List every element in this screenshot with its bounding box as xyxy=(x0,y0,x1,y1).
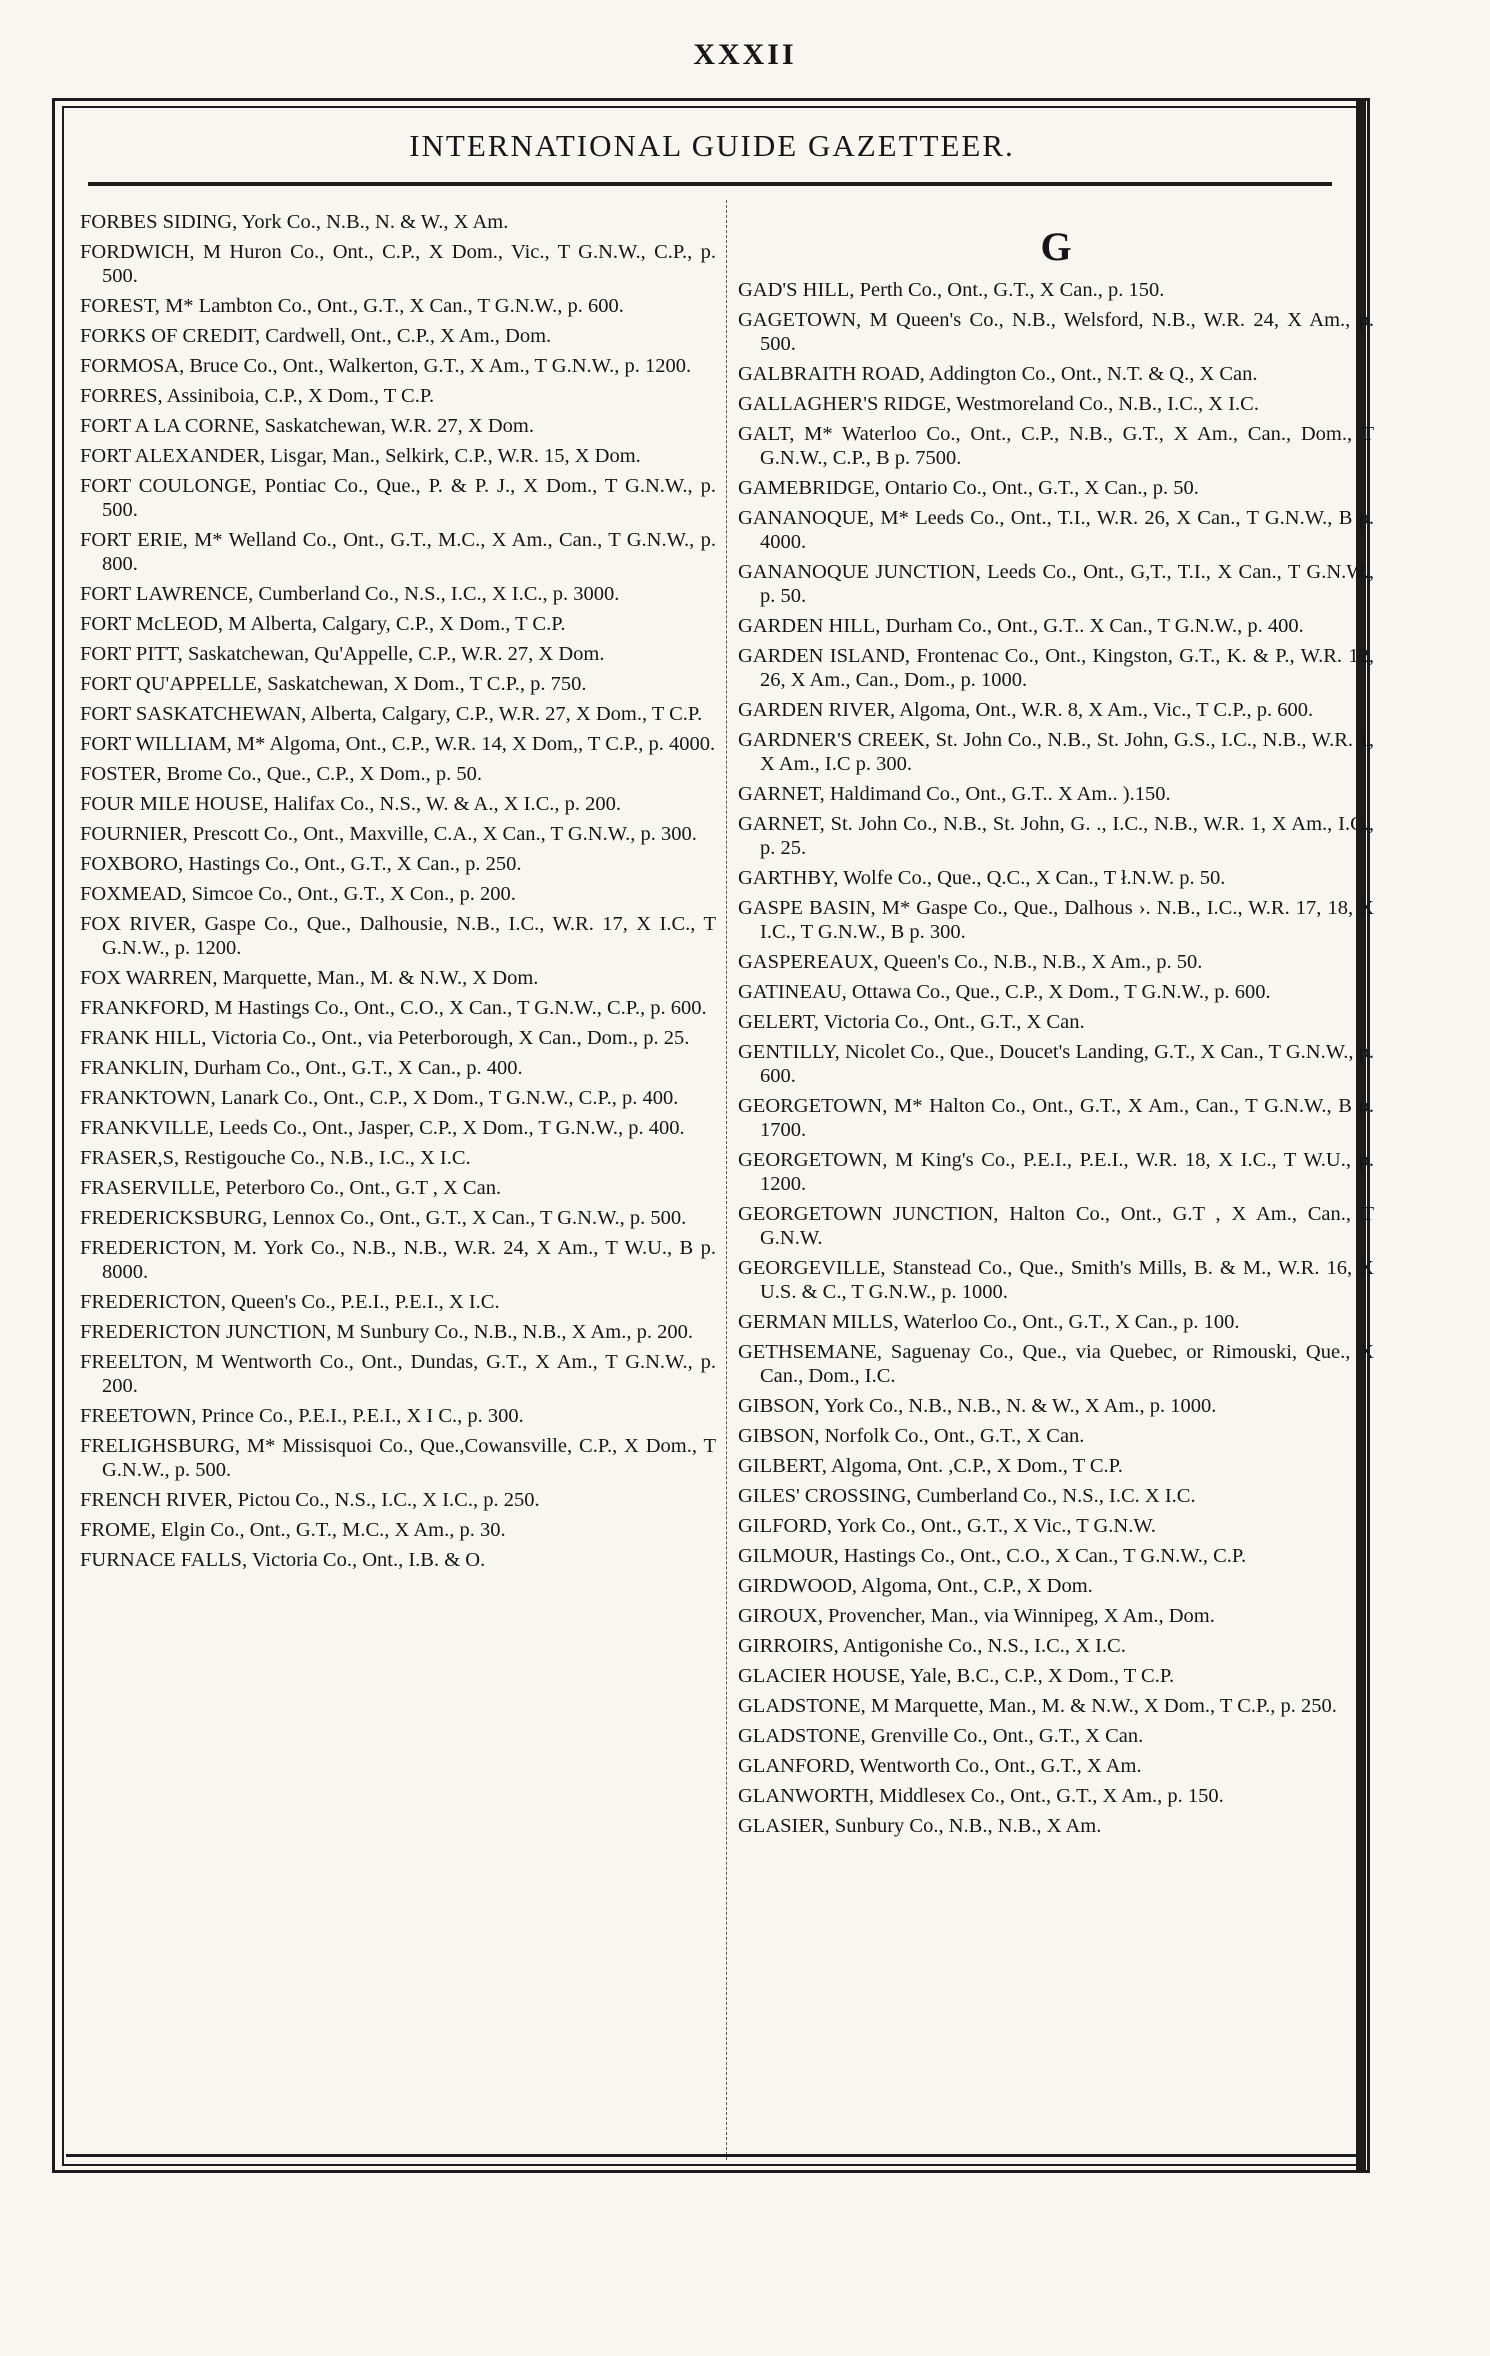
entry-details: Algoma, Ont., W.R. 8, X Am., Vic., T C.P., p. 600. xyxy=(895,699,1314,721)
gazetteer-entry xyxy=(738,1724,1374,1748)
gazetteer-entry xyxy=(738,1694,1374,1718)
entry-details: Marquette, Man., M. & N.W., X Dom. xyxy=(217,967,539,989)
entry-details: M Hastings Co., Ont., C.O., X Can., T G.N.W., C.P., p. 600. xyxy=(209,997,707,1019)
entry-place-name: GALT, xyxy=(738,423,795,445)
entry-place-name: GLANWORTH, xyxy=(738,1785,874,1807)
gazetteer-entry xyxy=(738,980,1374,1004)
entry-place-name: GIRDWOOD, xyxy=(738,1575,857,1597)
entry-place-name: FROME, xyxy=(80,1519,156,1541)
gazetteer-entry xyxy=(738,866,1374,890)
gazetteer-entry xyxy=(738,1394,1374,1418)
entry-place-name: FREDERICTON, xyxy=(80,1291,226,1313)
gazetteer-entry xyxy=(80,1146,716,1170)
entry-details: Pictou Co., N.S., I.C., X I.C., p. 250. xyxy=(232,1489,540,1511)
entry-details: Hastings Co., Ont., C.O., X Can., T G.N.W., C.P. xyxy=(838,1545,1247,1567)
gazetteer-entry xyxy=(80,324,716,348)
gazetteer-entry xyxy=(738,1634,1374,1658)
entry-details: Restigouche Co., N.B., I.C., X I.C. xyxy=(179,1147,471,1169)
entry-place-name: FOXBORO, xyxy=(80,853,184,875)
entry-place-name: GLANFORD, xyxy=(738,1755,855,1777)
gazetteer-entry xyxy=(80,528,716,576)
entry-details: M* Waterloo Co., Ont., C.P., N.B., G.T., X Am., Can., Dom., T G.N.W., C.P., B p. 7500. xyxy=(760,423,1374,469)
gazetteer-entry xyxy=(80,1290,716,1314)
footer-rule xyxy=(66,2154,1362,2157)
entry-place-name: GARDEN RIVER, xyxy=(738,699,896,721)
entry-details: Elgin Co., Ont., G.T., M.C., X Am., p. 30. xyxy=(155,1519,506,1541)
entry-details: Brome Co., Que., C.P., X Dom., p. 50. xyxy=(161,763,483,785)
entry-place-name: FREDERICTON JUNCTION, xyxy=(80,1321,332,1343)
entry-place-name: FRANKFORD, xyxy=(80,997,210,1019)
entry-details: Victoria Co., Ont., via Peterborough, X Can., Dom., p. 25. xyxy=(206,1027,690,1049)
entry-place-name: FORT LAWRENCE, xyxy=(80,583,254,605)
entry-place-name: GATINEAU, xyxy=(738,981,847,1003)
entry-place-name: GALBRAITH ROAD, xyxy=(738,363,925,385)
entry-place-name: GELERT, xyxy=(738,1011,819,1033)
entry-place-name: FOXMEAD, xyxy=(80,883,187,905)
entry-details: York Co., N.B., N.B., N. & W., X Am., p. 1000. xyxy=(819,1395,1217,1417)
entry-details: M* Welland Co., Ont., G.T., M.C., X Am., Can., T G.N.W., p. 800. xyxy=(102,529,716,575)
entry-place-name: FRANKVILLE, xyxy=(80,1117,214,1139)
gazetteer-entry xyxy=(80,1488,716,1512)
entry-place-name: GAMEBRIDGE, xyxy=(738,477,880,499)
entry-details: Lennox Co., Ont., G.T., X Can., T G.N.W., p. 500. xyxy=(267,1207,687,1229)
entry-details: M Huron Co., Ont., C.P., X Dom., Vic., T G.N.W., C.P., p. 500. xyxy=(102,241,716,287)
entry-details: Lanark Co., Ont., C.P., X Dom., T G.N.W., C.P., p. 400. xyxy=(215,1087,679,1109)
entry-place-name: GALLAGHER'S RIDGE, xyxy=(738,393,952,415)
entry-place-name: GILMOUR, xyxy=(738,1545,839,1567)
gazetteer-entry xyxy=(80,1350,716,1398)
entry-place-name: FORT ERIE, xyxy=(80,529,188,551)
entry-details: Victoria Co., Ont., G.T., X Can. xyxy=(818,1011,1085,1033)
gazetteer-entry xyxy=(80,294,716,318)
gazetteer-entry xyxy=(738,1514,1374,1538)
entry-place-name: FORT QU'APPELLE, xyxy=(80,673,263,695)
entry-details: Algoma, Ont. ,C.P., X Dom., T C.P. xyxy=(826,1455,1123,1477)
entry-place-name: GEORGETOWN JUNCTION, xyxy=(738,1203,999,1225)
entry-details: Westmoreland Co., N.B., I.C., X I.C. xyxy=(951,393,1259,415)
entry-details: Victoria Co., Ont., I.B. & O. xyxy=(247,1549,486,1571)
entry-place-name: FORBES SIDING, xyxy=(80,211,238,233)
gazetteer-entry xyxy=(80,240,716,288)
gazetteer-entry xyxy=(738,1202,1374,1250)
gazetteer-entry xyxy=(80,414,716,438)
entry-place-name: FORT WILLIAM, xyxy=(80,733,232,755)
gazetteer-entry xyxy=(738,1148,1374,1196)
entry-place-name: GAGETOWN, xyxy=(738,309,862,331)
gazetteer-entry xyxy=(738,1010,1374,1034)
entry-details: Ontario Co., Ont., G.T., X Can., p. 50. xyxy=(879,477,1199,499)
entry-place-name: GEORGEVILLE, xyxy=(738,1257,886,1279)
entry-details: Alberta, Calgary, C.P., W.R. 27, X Dom., T C.P. xyxy=(306,703,703,725)
entry-details: Simcoe Co., Ont., G.T., X Con., p. 200. xyxy=(186,883,516,905)
running-head: INTERNATIONAL GUIDE GAZETTEER. xyxy=(409,128,1015,163)
gazetteer-entry xyxy=(738,1544,1374,1568)
entry-place-name: FOSTER, xyxy=(80,763,162,785)
entry-place-name: GENTILLY, xyxy=(738,1041,840,1063)
entry-details: Queen's Co., P.E.I., P.E.I., X I.C. xyxy=(225,1291,500,1313)
entry-details: Durham Co., Ont., G.T., X Can., p. 400. xyxy=(188,1057,523,1079)
entry-details: Saskatchewan, Qu'Appelle, C.P., W.R. 27, X Dom. xyxy=(182,643,605,665)
gazetteer-entry xyxy=(80,702,716,726)
entry-place-name: FRANKLIN, xyxy=(80,1057,189,1079)
gazetteer-entry xyxy=(80,1116,716,1140)
header-rule xyxy=(88,182,1332,186)
entry-details: Leeds Co., Ont., Jasper, C.P., X Dom., T G.N.W., p. 400. xyxy=(213,1117,685,1139)
entry-place-name: FORT ALEXANDER, xyxy=(80,445,266,467)
gazetteer-entry xyxy=(80,612,716,636)
entry-place-name: FORT PITT, xyxy=(80,643,183,665)
entry-details: Frontenac Co., Ont., Kingston, G.T., K. & P., W.R. 12, 26, X Am., Can., Dom., p. 1000. xyxy=(760,645,1374,691)
entry-details: M Queen's Co., N.B., Welsford, N.B., W.R. 24, X Am., p. 500. xyxy=(760,309,1374,355)
entry-details: Algoma, Ont., C.P., X Dom. xyxy=(857,1575,1093,1597)
gazetteer-entry xyxy=(738,392,1374,416)
gazetteer-entry xyxy=(80,966,716,990)
gazetteer-entry xyxy=(738,278,1374,302)
entry-details: Leeds Co., Ont., G,T., T.I., X Can., T G.N.W., p. 50. xyxy=(760,561,1374,607)
entry-place-name: FREDERICTON, xyxy=(80,1237,226,1259)
entry-place-name: GEORGETOWN, xyxy=(738,1149,888,1171)
entry-place-name: FOREST, xyxy=(80,295,160,317)
left-column xyxy=(80,210,716,1578)
entry-details: Antigonishe Co., N.S., I.C., X I.C. xyxy=(838,1635,1126,1657)
entry-details: Assiniboia, C.P., X Dom., T C.P. xyxy=(162,385,435,407)
entry-place-name: FURNACE FALLS, xyxy=(80,1549,248,1571)
entry-details: Sunbury Co., N.B., N.B., X Am. xyxy=(829,1815,1102,1837)
gazetteer-entry xyxy=(738,308,1374,356)
entry-details: Yale, B.C., C.P., X Dom., T C.P. xyxy=(905,1665,1175,1687)
entry-details: Nicolet Co., Que., Doucet's Landing, G.T., X Can., T G.N.W., p. 600. xyxy=(760,1041,1374,1087)
entry-place-name: FRENCH RIVER, xyxy=(80,1489,233,1511)
entry-place-name: FORT SASKATCHEWAN, xyxy=(80,703,307,725)
entry-place-name: FRANKTOWN, xyxy=(80,1087,216,1109)
gazetteer-entry xyxy=(738,1454,1374,1478)
gazetteer-entry xyxy=(738,1094,1374,1142)
entry-details: Saskatchewan, X Dom., T C.P., p. 750. xyxy=(262,673,587,695)
gazetteer-entry xyxy=(80,210,716,234)
entry-details: Queen's Co., N.B., N.B., X Am., p. 50. xyxy=(878,951,1203,973)
entry-details: Middlesex Co., Ont., G.T., X Am., p. 150. xyxy=(873,1785,1224,1807)
entry-details: M* Halton Co., Ont., G.T., X Am., Can., T G.N.W., B p. 1700. xyxy=(760,1095,1374,1141)
column-divider xyxy=(726,200,727,2160)
entry-place-name: GIBSON, xyxy=(738,1395,820,1417)
gazetteer-entry xyxy=(80,732,716,756)
gazetteer-entry xyxy=(738,614,1374,638)
entry-details: Gaspe Co., Que., Dalhousie, N.B., I.C., W.R. 17, X I.C., T G.N.W., p. 1200. xyxy=(102,913,716,959)
page-number: XXXII xyxy=(693,38,797,71)
section-letter: G xyxy=(1040,224,1072,269)
entry-details: Pontiac Co., Que., P. & P. J., X Dom., T G.N.W., p. 500. xyxy=(102,475,716,521)
entry-details: Prescott Co., Ont., Maxville, C.A., X Can., T G.N.W., p. 300. xyxy=(187,823,697,845)
entry-place-name: FOURNIER, xyxy=(80,823,188,845)
gazetteer-entry xyxy=(80,354,716,378)
gazetteer-entry xyxy=(738,1784,1374,1808)
gazetteer-entry xyxy=(80,912,716,960)
entry-details: M* Gaspe Co., Que., Dalhous ›. N.B., I.C., W.R. 17, 18, X I.C., T G.N.W., B p. 300. xyxy=(760,897,1374,943)
entry-place-name: GARTHBY, xyxy=(738,867,839,889)
gazetteer-entry xyxy=(738,698,1374,722)
entry-place-name: GASPEREAUX, xyxy=(738,951,879,973)
right-column-entries xyxy=(738,278,1374,1838)
entry-details: Wolfe Co., Que., Q.C., X Can., T ł.N.W. p. 50. xyxy=(838,867,1226,889)
entry-place-name: GILFORD, xyxy=(738,1515,832,1537)
entry-place-name: GIRROIRS, xyxy=(738,1635,839,1657)
entry-details: Norfolk Co., Ont., G.T., X Can. xyxy=(819,1425,1085,1447)
entry-details: M* Missisquoi Co., Que.,Cowansville, C.P., X Dom., T G.N.W., p. 500. xyxy=(102,1435,716,1481)
entry-details: Haldimand Co., Ont., G.T.. X Am.. ).150. xyxy=(824,783,1171,805)
entry-details: Prince Co., P.E.I., P.E.I., X I C., p. 300. xyxy=(196,1405,524,1427)
entry-details: Provencher, Man., via Winnipeg, X Am., Dom. xyxy=(822,1605,1215,1627)
entry-details: Cardwell, Ont., C.P., X Am., Dom. xyxy=(260,325,552,347)
entry-details: Peterboro Co., Ont., G.T , X Can. xyxy=(220,1177,502,1199)
entry-details: Cumberland Co., N.S., I.C. X I.C. xyxy=(911,1485,1196,1507)
entry-place-name: FOX RIVER, xyxy=(80,913,197,935)
entry-place-name: GLASIER, xyxy=(738,1815,830,1837)
entry-details: Bruce Co., Ont., Walkerton, G.T., X Am., T G.N.W., p. 1200. xyxy=(184,355,692,377)
gazetteer-entry xyxy=(738,1484,1374,1508)
entry-place-name: FORDWICH, xyxy=(80,241,195,263)
entry-place-name: FORRES, xyxy=(80,385,163,407)
entry-details: Saskatchewan, W.R. 27, X Dom. xyxy=(259,415,534,437)
gazetteer-entry xyxy=(738,728,1374,776)
entry-place-name: GARDEN HILL, xyxy=(738,615,881,637)
entry-details: Hastings Co., Ont., G.T., X Can., p. 250. xyxy=(183,853,522,875)
entry-place-name: FORT COULONGE, xyxy=(80,475,257,497)
entry-details: Wentworth Co., Ont., G.T., X Am. xyxy=(854,1755,1142,1777)
entry-details: M Alberta, Calgary, C.P., X Dom., T C.P. xyxy=(223,613,566,635)
gazetteer-entry xyxy=(738,1604,1374,1628)
right-column xyxy=(738,216,1374,1844)
entry-details: Perth Co., Ont., G.T., X Can., p. 150. xyxy=(854,279,1165,301)
gazetteer-entry xyxy=(80,474,716,522)
entry-place-name: GIROUX, xyxy=(738,1605,823,1627)
gazetteer-entry xyxy=(738,1424,1374,1448)
entry-details: M. York Co., N.B., N.B., W.R. 24, X Am., T W.U., B p. 8000. xyxy=(102,1237,716,1283)
entry-details: Stanstead Co., Que., Smith's Mills, B. & M., W.R. 16, X U.S. & C., T G.N.W., p. 1000. xyxy=(760,1257,1374,1303)
entry-place-name: GERMAN MILLS, xyxy=(738,1311,899,1333)
entry-place-name: GLACIER HOUSE, xyxy=(738,1665,906,1687)
gazetteer-entry xyxy=(738,896,1374,944)
entry-details: Lisgar, Man., Selkirk, C.P., W.R. 15, X Dom. xyxy=(265,445,641,467)
entry-details: M Marquette, Man., M. & N.W., X Dom., T C.P., p. 250. xyxy=(865,1695,1337,1717)
gazetteer-entry xyxy=(80,642,716,666)
gazetteer-entry xyxy=(738,950,1374,974)
entry-place-name: FORMOSA, xyxy=(80,355,185,377)
entry-place-name: FRASERVILLE, xyxy=(80,1177,221,1199)
entry-details: M Wentworth Co., Ont., Dundas, G.T., X Am., T G.N.W., p. 200. xyxy=(102,1351,716,1397)
gazetteer-entry xyxy=(80,1320,716,1344)
entry-details: Addington Co., Ont., N.T. & Q., X Can. xyxy=(924,363,1258,385)
entry-place-name: GARNET, xyxy=(738,813,825,835)
gazetteer-entry xyxy=(80,882,716,906)
gazetteer-entry xyxy=(80,1176,716,1200)
entry-place-name: FREELTON, xyxy=(80,1351,188,1373)
gazetteer-entry xyxy=(738,1256,1374,1304)
gazetteer-entry xyxy=(80,1086,716,1110)
gazetteer-entry xyxy=(80,1236,716,1284)
entry-details: Waterloo Co., Ont., G.T., X Can., p. 100. xyxy=(898,1311,1240,1333)
gazetteer-entry xyxy=(80,444,716,468)
gazetteer-entry xyxy=(738,1754,1374,1778)
entry-place-name: FRELIGHSBURG, xyxy=(80,1435,241,1457)
entry-place-name: GEORGETOWN, xyxy=(738,1095,888,1117)
entry-details: Grenville Co., Ont., G.T., X Can. xyxy=(865,1725,1144,1747)
gazetteer-entry xyxy=(738,1310,1374,1334)
entry-place-name: GLADSTONE, xyxy=(738,1695,866,1717)
gazetteer-entry xyxy=(80,1206,716,1230)
entry-place-name: GANANOQUE, xyxy=(738,507,875,529)
gazetteer-entry xyxy=(80,582,716,606)
gazetteer-entry xyxy=(80,1026,716,1050)
gazetteer-entry xyxy=(738,422,1374,470)
gazetteer-entry xyxy=(80,852,716,876)
gazetteer-entry xyxy=(738,1574,1374,1598)
gazetteer-entry xyxy=(80,1548,716,1572)
entry-place-name: FORT A LA CORNE, xyxy=(80,415,260,437)
gazetteer-entry xyxy=(738,812,1374,860)
entry-details: St. John Co., N.B., St. John, G.S., I.C., N.B., W.R. 1, X Am., I.C p. 300. xyxy=(760,729,1374,775)
gazetteer-entry xyxy=(738,782,1374,806)
entry-details: Halifax Co., N.S., W. & A., X I.C., p. 200. xyxy=(268,793,621,815)
entry-place-name: GAD'S HILL, xyxy=(738,279,855,301)
gazetteer-entry xyxy=(80,792,716,816)
entry-details: M King's Co., P.E.I., P.E.I., W.R. 18, X I.C., T W.U., p. 1200. xyxy=(760,1149,1374,1195)
entry-place-name: FREETOWN, xyxy=(80,1405,197,1427)
entry-place-name: GARDEN ISLAND, xyxy=(738,645,911,667)
entry-details: Saguenay Co., Que., via Quebec, or Rimouski, Que., X Can., Dom., I.C. xyxy=(760,1341,1374,1387)
gazetteer-entry xyxy=(80,1434,716,1482)
gazetteer-entry xyxy=(738,362,1374,386)
entry-details: Durham Co., Ont., G.T.. X Can., T G.N.W., p. 400. xyxy=(880,615,1304,637)
gazetteer-entry xyxy=(80,822,716,846)
entry-place-name: FRASER,S, xyxy=(80,1147,180,1169)
gazetteer-entry xyxy=(80,384,716,408)
entry-details: York Co., N.B., N. & W., X Am. xyxy=(237,211,509,233)
entry-details: York Co., Ont., G.T., X Vic., T G.N.W. xyxy=(831,1515,1156,1537)
entry-place-name: FOX WARREN, xyxy=(80,967,218,989)
entry-place-name: GASPE BASIN, xyxy=(738,897,876,919)
entry-place-name: FORKS OF CREDIT, xyxy=(80,325,261,347)
gazetteer-entry xyxy=(80,672,716,696)
entry-place-name: GETHSEMANE, xyxy=(738,1341,883,1363)
gazetteer-entry xyxy=(738,644,1374,692)
entry-place-name: GARNET, xyxy=(738,783,825,805)
entry-details: M* Algoma, Ont., C.P., W.R. 14, X Dom,, T C.P., p. 4000. xyxy=(231,733,716,755)
entry-details: Cumberland Co., N.S., I.C., X I.C., p. 3000. xyxy=(253,583,620,605)
entry-details: Halton Co., Ont., G.T , X Am., Can., T G.N.W. xyxy=(760,1203,1374,1249)
gazetteer-entry xyxy=(738,506,1374,554)
gazetteer-entry xyxy=(80,1518,716,1542)
gazetteer-entry xyxy=(738,476,1374,500)
entry-place-name: GIBSON, xyxy=(738,1425,820,1447)
entry-place-name: GLADSTONE, xyxy=(738,1725,866,1747)
gazetteer-entry xyxy=(80,1404,716,1428)
entry-place-name: FREDERICKSBURG, xyxy=(80,1207,268,1229)
gazetteer-entry xyxy=(80,996,716,1020)
entry-details: St. John Co., N.B., St. John, G. ., I.C., N.B., W.R. 1, X Am., I.C., p. 25. xyxy=(760,813,1374,859)
gazetteer-entry xyxy=(80,1056,716,1080)
gazetteer-entry xyxy=(738,1340,1374,1388)
entry-place-name: GARDNER'S CREEK, xyxy=(738,729,931,751)
entry-details: M* Lambton Co., Ont., G.T., X Can., T G.N.W., p. 600. xyxy=(159,295,624,317)
entry-details: Ottawa Co., Que., C.P., X Dom., T G.N.W., p. 600. xyxy=(846,981,1271,1003)
entry-details: M* Leeds Co., Ont., T.I., W.R. 26, X Can., T G.N.W., B p. 4000. xyxy=(760,507,1374,553)
entry-place-name: FORT McLEOD, xyxy=(80,613,224,635)
entry-place-name: GILES' CROSSING, xyxy=(738,1485,912,1507)
entry-place-name: FRANK HILL, xyxy=(80,1027,207,1049)
entry-place-name: GANANOQUE JUNCTION, xyxy=(738,561,981,583)
entry-details: M Sunbury Co., N.B., N.B., X Am., p. 200. xyxy=(331,1321,693,1343)
gazetteer-entry xyxy=(738,1040,1374,1088)
entry-place-name: FOUR MILE HOUSE, xyxy=(80,793,269,815)
gazetteer-entry xyxy=(738,1814,1374,1838)
gazetteer-entry xyxy=(738,560,1374,608)
gazetteer-entry xyxy=(738,1664,1374,1688)
gazetteer-entry xyxy=(80,762,716,786)
entry-place-name: GILBERT, xyxy=(738,1455,827,1477)
